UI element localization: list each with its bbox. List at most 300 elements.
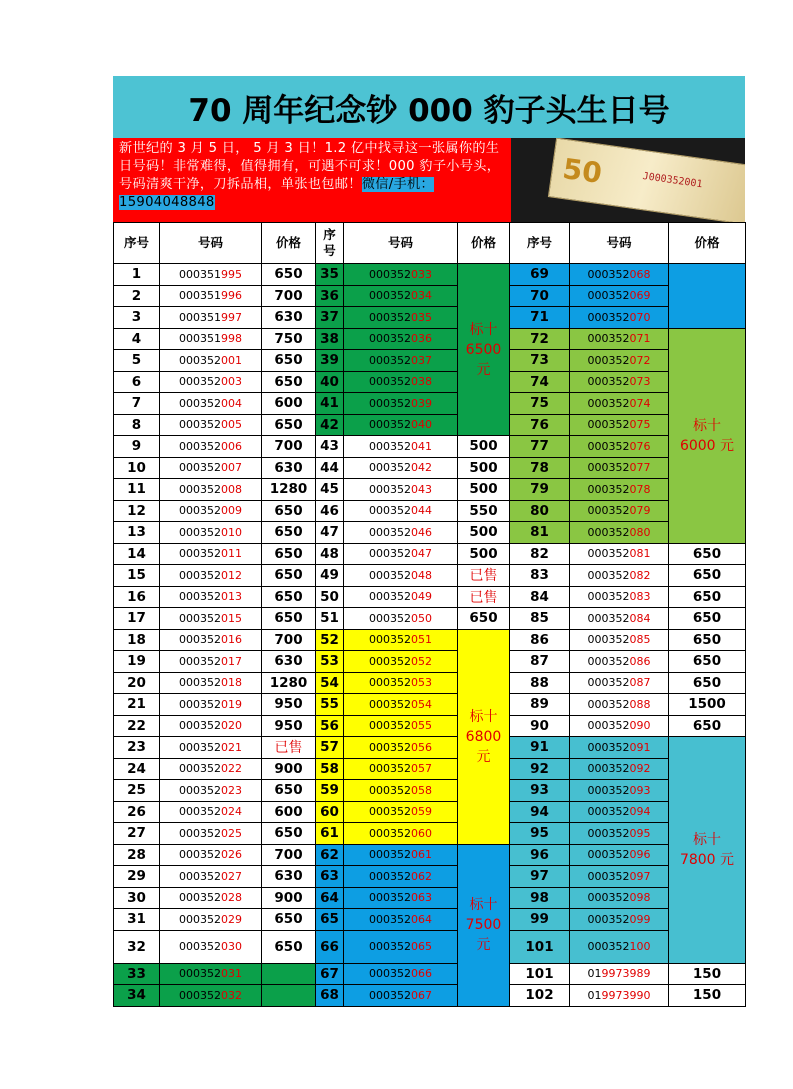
seq-cell: 8 xyxy=(114,414,160,436)
code-cell xyxy=(160,672,262,694)
code-suffix: 068 xyxy=(629,267,651,281)
table-row xyxy=(114,985,746,1007)
price-cell: 650 xyxy=(262,264,316,286)
seq-cell: 61 xyxy=(316,823,344,845)
code-prefix: 000352 xyxy=(587,504,630,518)
price-cell: 1280 xyxy=(262,672,316,694)
code-cell xyxy=(160,479,262,501)
seq-cell: 75 xyxy=(510,393,570,415)
code-prefix: 000352 xyxy=(587,676,630,690)
code-prefix: 000352 xyxy=(587,719,630,733)
code-cell xyxy=(344,457,458,479)
code-suffix: 094 xyxy=(629,805,651,819)
code-suffix: 027 xyxy=(221,869,242,883)
code-suffix: 001 xyxy=(221,353,242,367)
code-prefix: 000352 xyxy=(587,633,630,647)
code-suffix: 011 xyxy=(221,547,242,561)
price-cell xyxy=(262,963,316,985)
seq-cell: 3 xyxy=(114,307,160,329)
code-prefix: 000352 xyxy=(369,418,411,432)
code-cell xyxy=(570,963,669,985)
code-suffix: 006 xyxy=(221,439,242,453)
header-price: 价格 xyxy=(669,223,746,264)
seq-cell: 76 xyxy=(510,414,570,436)
code-prefix: 000352 xyxy=(369,482,411,496)
code-suffix: 012 xyxy=(221,568,242,582)
seq-cell: 87 xyxy=(510,651,570,673)
code-suffix: 995 xyxy=(221,267,242,281)
code-prefix: 000352 xyxy=(369,611,411,625)
code-suffix: 031 xyxy=(221,967,242,981)
intro-text-box xyxy=(113,138,511,222)
table-row xyxy=(114,500,746,522)
seq-cell: 35 xyxy=(316,264,344,286)
code-cell xyxy=(570,930,669,963)
code-prefix: 000352 xyxy=(369,988,411,1002)
seq-cell: 99 xyxy=(510,909,570,931)
code-suffix: 064 xyxy=(411,912,432,926)
code-prefix: 000352 xyxy=(587,289,630,303)
code-cell xyxy=(160,651,262,673)
code-suffix: 017 xyxy=(221,654,242,668)
code-suffix: 082 xyxy=(629,568,651,582)
code-suffix: 047 xyxy=(411,547,432,561)
code-prefix: 000352 xyxy=(369,783,411,797)
table-row xyxy=(114,285,746,307)
code-suffix: 062 xyxy=(411,869,432,883)
code-suffix: 007 xyxy=(221,461,242,475)
code-suffix: 083 xyxy=(629,590,651,604)
seq-cell: 88 xyxy=(510,672,570,694)
seq-cell: 79 xyxy=(510,479,570,501)
table-row xyxy=(114,844,746,866)
code-prefix: 000352 xyxy=(587,697,630,711)
code-cell xyxy=(160,307,262,329)
seq-cell: 102 xyxy=(510,985,570,1007)
code-suffix: 073 xyxy=(629,375,651,389)
price-cell: 650 xyxy=(669,672,746,694)
code-cell xyxy=(570,393,669,415)
code-suffix: 095 xyxy=(629,826,651,840)
code-suffix: 021 xyxy=(221,740,242,754)
code-prefix: 000352 xyxy=(179,967,221,981)
code-suffix: 009 xyxy=(221,504,242,518)
group-label-line: 6800 xyxy=(465,728,502,745)
table-row xyxy=(114,608,746,630)
seq-cell: 72 xyxy=(510,328,570,350)
table-row xyxy=(114,565,746,587)
code-cell xyxy=(344,414,458,436)
code-suffix: 044 xyxy=(411,504,432,518)
code-cell xyxy=(344,780,458,802)
code-prefix: 000352 xyxy=(179,353,221,367)
code-cell xyxy=(160,909,262,931)
price-cell: 500 xyxy=(458,522,510,544)
seq-cell: 9 xyxy=(114,436,160,458)
code-cell xyxy=(570,328,669,350)
price-cell: 1280 xyxy=(262,479,316,501)
code-prefix: 000352 xyxy=(587,482,630,496)
code-cell xyxy=(570,522,669,544)
code-prefix: 000352 xyxy=(587,590,630,604)
code-cell xyxy=(570,479,669,501)
seq-cell: 48 xyxy=(316,543,344,565)
price-cell: 150 xyxy=(669,963,746,985)
table-row xyxy=(114,543,746,565)
seq-cell: 96 xyxy=(510,844,570,866)
seq-cell: 50 xyxy=(316,586,344,608)
code-cell xyxy=(160,350,262,372)
code-prefix: 000352 xyxy=(587,891,630,905)
seq-cell: 56 xyxy=(316,715,344,737)
contact-info[interactable]: 微信/手机：15904048848 xyxy=(119,177,434,210)
table-row xyxy=(114,522,746,544)
code-cell xyxy=(160,500,262,522)
code-prefix: 000352 xyxy=(587,461,630,475)
code-cell xyxy=(570,758,669,780)
seq-cell: 51 xyxy=(316,608,344,630)
code-suffix: 029 xyxy=(221,912,242,926)
table-row xyxy=(114,328,746,350)
code-suffix: 9973989 xyxy=(601,967,651,981)
code-suffix: 051 xyxy=(411,633,432,647)
code-cell xyxy=(160,801,262,823)
code-cell xyxy=(160,629,262,651)
seq-cell: 34 xyxy=(114,985,160,1007)
seq-cell: 94 xyxy=(510,801,570,823)
code-suffix: 004 xyxy=(221,396,242,410)
group-label-line: 6000 元 xyxy=(679,437,735,454)
group-label-line: 元 xyxy=(476,361,491,378)
code-prefix: 000351 xyxy=(179,267,221,281)
banknote-serial: J000352001 xyxy=(641,171,704,191)
group-label-line: 元 xyxy=(476,937,491,953)
price-cell: 650 xyxy=(262,909,316,931)
code-suffix: 055 xyxy=(411,719,432,733)
code-suffix: 015 xyxy=(221,611,242,625)
code-suffix: 070 xyxy=(629,310,651,324)
seq-cell: 32 xyxy=(114,930,160,963)
seq-cell: 71 xyxy=(510,307,570,329)
seq-cell: 17 xyxy=(114,608,160,630)
seq-cell: 4 xyxy=(114,328,160,350)
price-cell: 700 xyxy=(262,629,316,651)
code-prefix: 000351 xyxy=(179,310,221,324)
code-prefix: 000352 xyxy=(179,461,221,475)
code-suffix: 056 xyxy=(411,740,432,754)
seq-cell: 27 xyxy=(114,823,160,845)
price-cell: 900 xyxy=(262,887,316,909)
table-row xyxy=(114,823,746,845)
seq-cell: 1 xyxy=(114,264,160,286)
price-cell: 630 xyxy=(262,651,316,673)
table-row xyxy=(114,758,746,780)
table-row xyxy=(114,393,746,415)
code-prefix: 000352 xyxy=(587,654,630,668)
code-cell xyxy=(570,694,669,716)
code-suffix: 043 xyxy=(411,482,432,496)
price-cell: 650 xyxy=(669,715,746,737)
code-suffix: 078 xyxy=(629,482,651,496)
price-cell: 600 xyxy=(262,801,316,823)
seq-cell: 36 xyxy=(316,285,344,307)
price-cell: 650 xyxy=(458,608,510,630)
price-cell: 750 xyxy=(262,328,316,350)
price-cell: 650 xyxy=(262,371,316,393)
seq-cell: 29 xyxy=(114,866,160,888)
group-price-cell xyxy=(458,264,510,436)
code-cell xyxy=(344,737,458,759)
seq-cell: 46 xyxy=(316,500,344,522)
price-cell: 650 xyxy=(262,608,316,630)
code-cell xyxy=(570,565,669,587)
code-cell xyxy=(160,737,262,759)
code-prefix: 000352 xyxy=(179,912,221,926)
code-suffix: 063 xyxy=(411,891,432,905)
code-suffix: 075 xyxy=(629,418,651,432)
code-suffix: 033 xyxy=(411,267,432,281)
header-seq-split: 序 号 xyxy=(316,223,344,264)
seq-cell: 52 xyxy=(316,629,344,651)
code-suffix: 099 xyxy=(629,912,651,926)
intro-description: 新世纪的 3 月 5 日， 5 月 3 日！1.2 亿中找寻这一张属你的生日号码！非常难得，值得拥有，可遇不可求！000 豹子小号头，号码清爽干净，刀拆品相，单张也包邮！ xyxy=(119,141,501,192)
group-label-line: 标十 xyxy=(693,831,721,848)
code-cell xyxy=(344,715,458,737)
code-cell xyxy=(570,887,669,909)
code-cell xyxy=(160,393,262,415)
code-cell xyxy=(570,909,669,931)
code-suffix: 053 xyxy=(411,676,432,690)
code-prefix: 000352 xyxy=(369,504,411,518)
code-cell xyxy=(344,565,458,587)
code-cell xyxy=(344,307,458,329)
code-cell xyxy=(160,328,262,350)
code-prefix: 000352 xyxy=(369,289,411,303)
code-suffix: 030 xyxy=(221,940,242,953)
seq-cell: 101 xyxy=(510,963,570,985)
price-cell: 630 xyxy=(262,307,316,329)
seq-cell: 81 xyxy=(510,522,570,544)
price-cell: 500 xyxy=(458,457,510,479)
seq-cell: 37 xyxy=(316,307,344,329)
table-row xyxy=(114,672,746,694)
seq-cell: 60 xyxy=(316,801,344,823)
table-row xyxy=(114,264,746,286)
code-cell xyxy=(160,963,262,985)
code-cell xyxy=(160,264,262,286)
code-prefix: 000352 xyxy=(179,525,221,539)
code-cell xyxy=(344,909,458,931)
code-prefix: 000352 xyxy=(369,590,411,604)
code-suffix: 088 xyxy=(629,697,651,711)
code-prefix: 000352 xyxy=(587,848,630,862)
seq-cell: 57 xyxy=(316,737,344,759)
code-prefix: 000352 xyxy=(587,547,630,561)
code-prefix: 000352 xyxy=(369,805,411,819)
code-prefix: 000352 xyxy=(587,762,630,776)
table-row xyxy=(114,436,746,458)
seq-cell: 86 xyxy=(510,629,570,651)
code-suffix: 052 xyxy=(411,654,432,668)
number-price-table xyxy=(113,222,746,1007)
code-prefix: 000352 xyxy=(587,805,630,819)
code-prefix: 000352 xyxy=(179,676,221,690)
seq-cell: 47 xyxy=(316,522,344,544)
code-prefix: 000352 xyxy=(369,676,411,690)
code-prefix: 000352 xyxy=(587,418,630,432)
code-prefix: 000352 xyxy=(179,396,221,410)
code-cell xyxy=(570,264,669,286)
header-seq: 序号 xyxy=(114,223,160,264)
code-cell xyxy=(344,479,458,501)
code-cell xyxy=(160,436,262,458)
seq-cell: 67 xyxy=(316,963,344,985)
seq-cell: 70 xyxy=(510,285,570,307)
seq-cell: 41 xyxy=(316,393,344,415)
code-cell xyxy=(344,393,458,415)
table-row xyxy=(114,629,746,651)
code-suffix: 061 xyxy=(411,848,432,862)
code-suffix: 087 xyxy=(629,676,651,690)
table-row xyxy=(114,414,746,436)
code-cell xyxy=(344,629,458,651)
code-suffix: 057 xyxy=(411,762,432,776)
code-prefix: 000352 xyxy=(369,891,411,905)
code-prefix: 000352 xyxy=(369,967,411,981)
code-prefix: 000352 xyxy=(369,912,411,926)
price-cell: 700 xyxy=(262,436,316,458)
seq-cell: 54 xyxy=(316,672,344,694)
code-prefix: 000352 xyxy=(369,826,411,840)
code-cell xyxy=(570,414,669,436)
code-prefix: 000352 xyxy=(179,826,221,840)
seq-cell: 93 xyxy=(510,780,570,802)
code-prefix: 000352 xyxy=(179,740,221,754)
code-suffix: 9973990 xyxy=(601,988,651,1002)
code-cell xyxy=(570,586,669,608)
code-suffix: 025 xyxy=(221,826,242,840)
seq-cell: 91 xyxy=(510,737,570,759)
code-cell xyxy=(160,371,262,393)
price-cell: 630 xyxy=(262,457,316,479)
code-cell xyxy=(160,457,262,479)
code-prefix: 000352 xyxy=(179,697,221,711)
code-cell xyxy=(344,371,458,393)
price-cell: 700 xyxy=(262,844,316,866)
code-suffix: 072 xyxy=(629,353,651,367)
price-cell: 630 xyxy=(262,866,316,888)
code-cell xyxy=(160,844,262,866)
seq-cell: 23 xyxy=(114,737,160,759)
code-prefix: 000352 xyxy=(179,439,221,453)
code-cell xyxy=(344,500,458,522)
banknote-image xyxy=(548,138,745,222)
code-suffix: 041 xyxy=(411,439,432,453)
table-row xyxy=(114,963,746,985)
code-prefix: 000352 xyxy=(587,912,630,926)
code-prefix: 000352 xyxy=(179,482,221,496)
code-prefix: 000352 xyxy=(369,267,411,281)
price-cell: 650 xyxy=(262,414,316,436)
code-suffix: 060 xyxy=(411,826,432,840)
code-cell xyxy=(570,457,669,479)
group-label-line: 标十 xyxy=(469,708,498,725)
price-cell: 650 xyxy=(262,522,316,544)
code-suffix: 059 xyxy=(411,805,432,819)
code-suffix: 997 xyxy=(221,310,242,324)
code-prefix: 000352 xyxy=(587,940,630,953)
code-suffix: 074 xyxy=(629,396,651,410)
code-prefix: 01 xyxy=(587,988,602,1002)
price-cell: 650 xyxy=(669,565,746,587)
intro-banner xyxy=(113,138,745,222)
seq-cell: 26 xyxy=(114,801,160,823)
price-cell xyxy=(262,985,316,1007)
group-price-cell xyxy=(669,737,746,964)
seq-cell: 85 xyxy=(510,608,570,630)
table-row xyxy=(114,887,746,909)
seq-cell: 33 xyxy=(114,963,160,985)
seq-cell: 69 xyxy=(510,264,570,286)
code-suffix: 032 xyxy=(221,988,242,1002)
code-cell xyxy=(160,414,262,436)
code-cell xyxy=(160,758,262,780)
code-suffix: 071 xyxy=(629,332,651,346)
seq-cell: 53 xyxy=(316,651,344,673)
code-prefix: 000352 xyxy=(179,590,221,604)
price-cell: 150 xyxy=(669,985,746,1007)
code-prefix: 000352 xyxy=(369,762,411,776)
seq-cell: 15 xyxy=(114,565,160,587)
seq-cell: 73 xyxy=(510,350,570,372)
code-cell xyxy=(344,672,458,694)
seq-cell: 19 xyxy=(114,651,160,673)
seq-cell: 25 xyxy=(114,780,160,802)
code-suffix: 035 xyxy=(411,310,432,324)
group-price-cell xyxy=(669,264,746,329)
banknote-denomination: 50 xyxy=(560,151,604,191)
code-cell xyxy=(344,823,458,845)
seq-cell: 14 xyxy=(114,543,160,565)
code-cell xyxy=(344,694,458,716)
code-suffix: 023 xyxy=(221,783,242,797)
code-suffix: 010 xyxy=(221,525,242,539)
seq-cell: 7 xyxy=(114,393,160,415)
code-suffix: 080 xyxy=(629,525,651,539)
seq-cell: 16 xyxy=(114,586,160,608)
code-cell xyxy=(160,866,262,888)
price-cell: 900 xyxy=(262,758,316,780)
seq-cell: 11 xyxy=(114,479,160,501)
seq-cell: 5 xyxy=(114,350,160,372)
code-suffix: 996 xyxy=(221,289,242,303)
header-code: 号码 xyxy=(160,223,262,264)
price-cell: 650 xyxy=(262,586,316,608)
seq-cell: 80 xyxy=(510,500,570,522)
code-prefix: 000352 xyxy=(587,439,630,453)
header-code: 号码 xyxy=(570,223,669,264)
seq-cell: 39 xyxy=(316,350,344,372)
code-prefix: 000352 xyxy=(179,940,221,953)
code-suffix: 085 xyxy=(629,633,651,647)
code-suffix: 086 xyxy=(629,654,651,668)
code-prefix: 000352 xyxy=(369,332,411,346)
seq-cell: 59 xyxy=(316,780,344,802)
seq-cell: 68 xyxy=(316,985,344,1007)
code-suffix: 077 xyxy=(629,461,651,475)
code-cell xyxy=(344,543,458,565)
price-cell: 650 xyxy=(669,608,746,630)
